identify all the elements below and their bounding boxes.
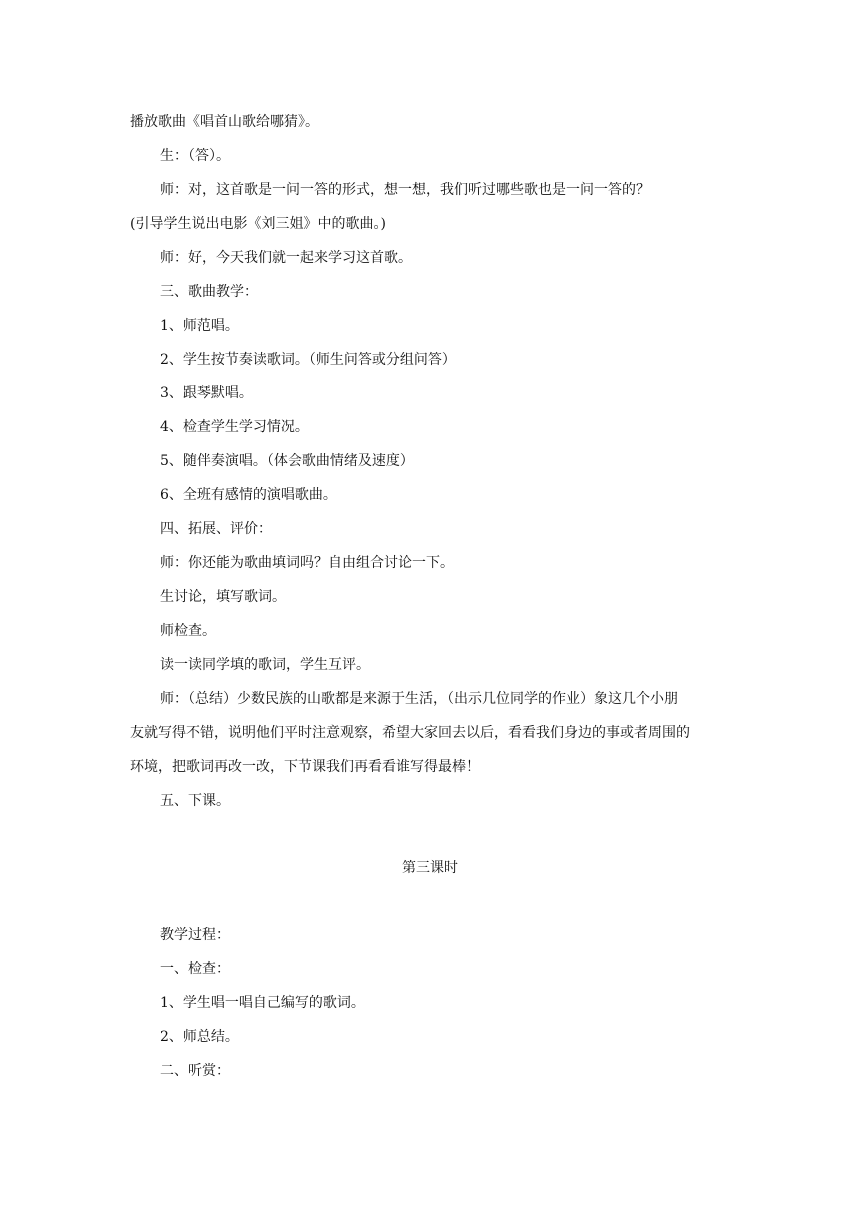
section-heading: 四、拓展、评价：	[160, 521, 272, 537]
text-line: 师：好，今天我们就一起来学习这首歌。	[160, 250, 412, 266]
text-line: (引导学生说出电影《刘三姐》中的歌曲。)	[130, 216, 386, 232]
lesson-title: 第三课时	[402, 860, 458, 876]
text-line: 师：你还能为歌曲填词吗？自由组合讨论一下。	[160, 555, 454, 571]
text-line: 师：（总结）少数民族的山歌都是来源于生活，（出示几位同学的作业）象这几个小朋	[160, 691, 678, 707]
list-item: 2、师总结。	[160, 1029, 239, 1045]
text-line: 环境，把歌词再改一改，下节课我们再看看谁写得最棒！	[130, 759, 480, 775]
section-heading: 三、歌曲教学：	[160, 284, 258, 300]
text-line: 生：（答）。	[160, 148, 230, 164]
section-heading: 一、检查：	[160, 961, 230, 977]
text-line: 生讨论，填写歌词。	[160, 589, 286, 605]
section-heading: 教学过程：	[160, 927, 230, 943]
text-line: 读一读同学填的歌词，学生互评。	[160, 657, 370, 673]
section-heading: 五、下课。	[160, 793, 230, 809]
text-line: 播放歌曲《唱首山歌给哪猜》。	[130, 114, 319, 130]
text-line: 师检查。	[160, 623, 216, 639]
list-item: 3、跟琴默唱。	[160, 385, 253, 401]
list-item: 1、师范唱。	[160, 318, 239, 334]
list-item: 6、全班有感情的演唱歌曲。	[160, 487, 337, 503]
list-item: 4、检查学生学习情况。	[160, 419, 309, 435]
text-line: 师：对，这首歌是一问一答的形式，想一想，我们听过哪些歌也是一问一答的？	[160, 182, 650, 198]
list-item: 2、学生按节奏读歌词。（师生问答或分组问答）	[160, 352, 456, 368]
text-line: 友就写得不错，说明他们平时注意观察，希望大家回去以后，看看我们身边的事或者周围的	[130, 725, 690, 741]
section-heading: 二、听赏：	[160, 1063, 230, 1079]
list-item: 1、学生唱一唱自己编写的歌词。	[160, 995, 365, 1011]
list-item: 5、随伴奏演唱。（体会歌曲情绪及速度）	[160, 453, 414, 469]
